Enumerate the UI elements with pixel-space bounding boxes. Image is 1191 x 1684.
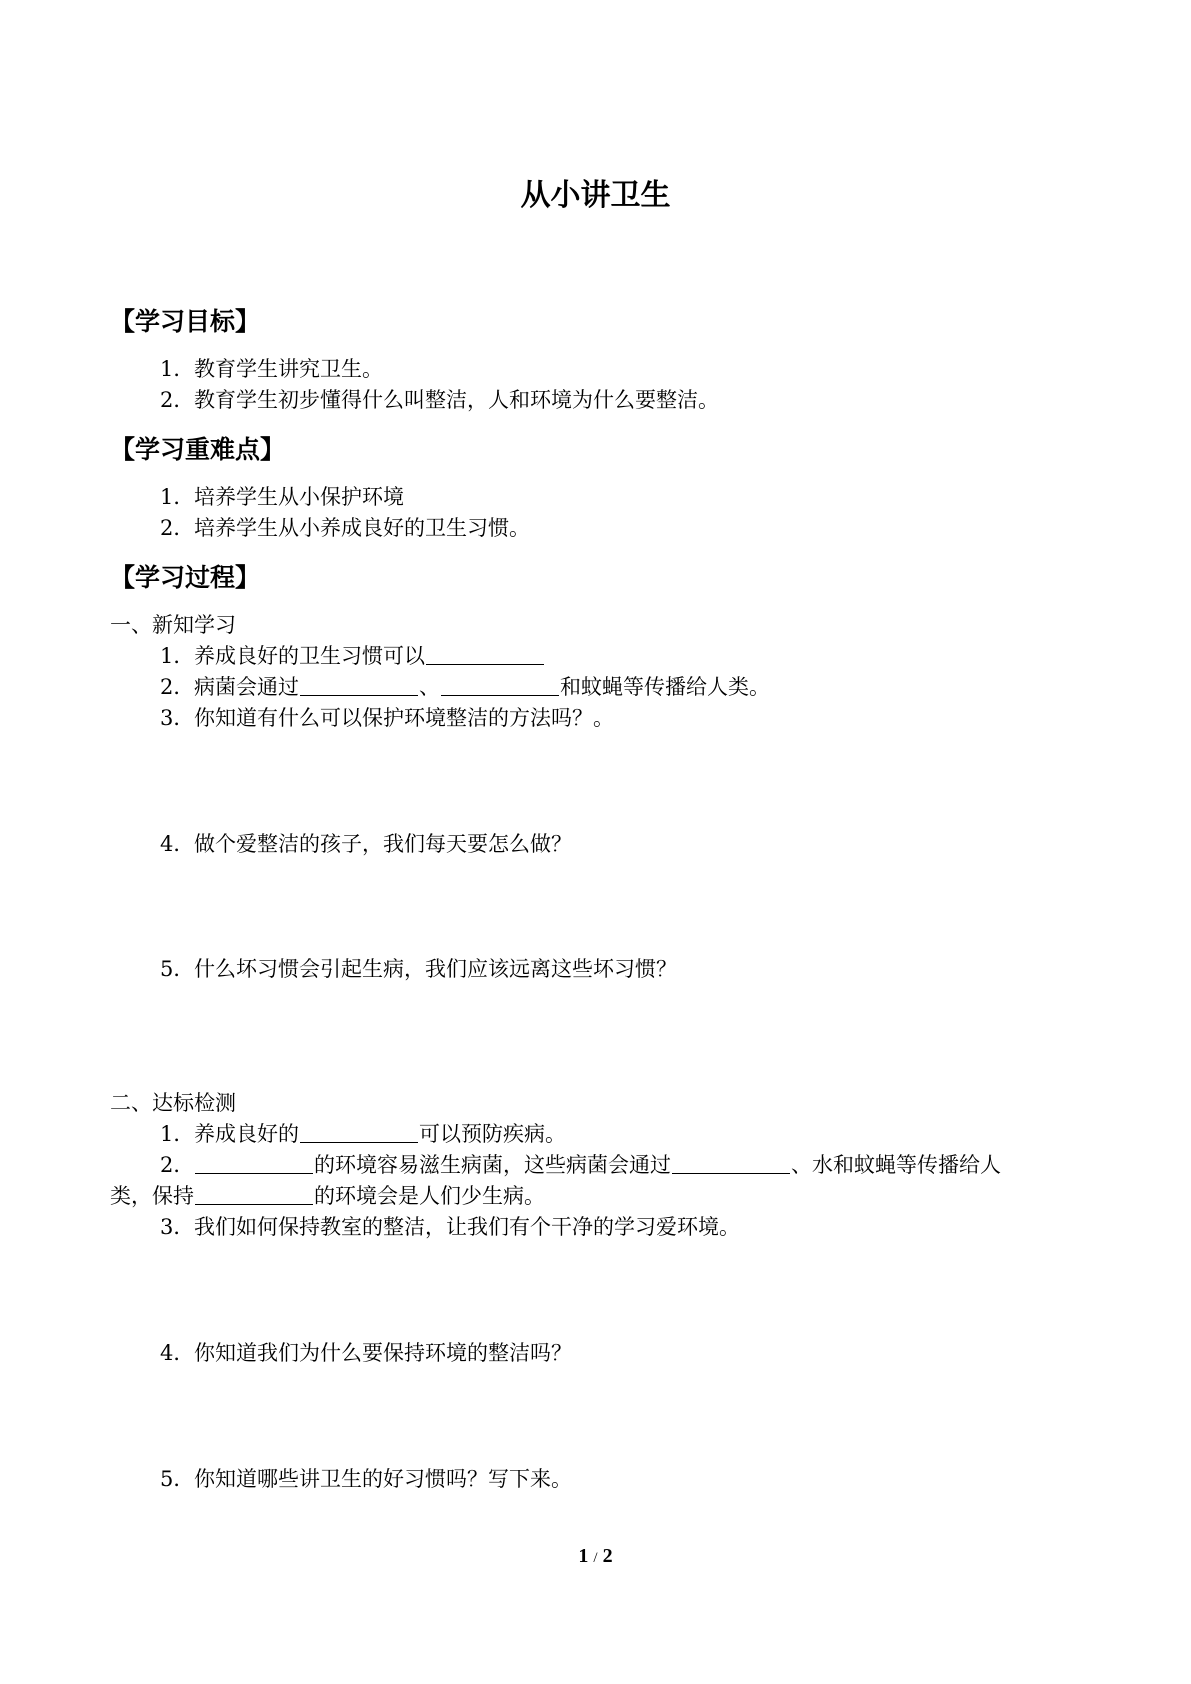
part1-question-5	[160, 953, 677, 983]
question-text: 你知道我们为什么要保持环境的整洁吗？	[194, 1341, 572, 1365]
answer-blank[interactable]	[426, 644, 544, 665]
question-text: 养成良好的	[194, 1122, 299, 1146]
question-number: 5．	[160, 957, 195, 981]
goals-heading: 【学习目标】	[110, 307, 261, 336]
answer-blank[interactable]	[195, 1184, 313, 1205]
question-text: 、	[419, 675, 440, 699]
part1-question-1	[160, 640, 545, 670]
process-heading: 【学习过程】	[110, 563, 261, 592]
goals-item-1	[160, 353, 383, 383]
current-page: 1	[578, 1545, 589, 1567]
part2-question-5	[160, 1463, 572, 1493]
total-pages: 2	[602, 1545, 613, 1567]
answer-blank[interactable]	[300, 1122, 418, 1143]
question-text: 、水和蚊蝇等传播给人	[791, 1153, 1001, 1177]
part2-question-1	[160, 1118, 566, 1148]
item-number: 1．	[160, 485, 195, 509]
item-number: 2．	[160, 388, 195, 412]
item-number: 2．	[160, 516, 195, 540]
question-number: 1．	[160, 644, 195, 668]
item-text: 培养学生从小保护环境	[194, 485, 404, 509]
question-text: 的环境容易滋生病菌，这些病菌会通过	[314, 1153, 671, 1177]
part2-question-3	[160, 1211, 740, 1241]
question-number: 4．	[160, 1341, 195, 1365]
part2-question-2	[160, 1149, 1001, 1179]
question-number: 5．	[160, 1467, 195, 1491]
part2-question-2-continued	[110, 1180, 545, 1210]
part1-question-4	[160, 828, 572, 858]
answer-blank[interactable]	[300, 675, 418, 696]
question-text: 什么坏习惯会引起生病，我们应该远离这些坏习惯？	[194, 957, 677, 981]
question-text: 我们如何保持教室的整洁，让我们有个干净的学习爱环境。	[194, 1215, 740, 1239]
goals-item-2	[160, 384, 719, 414]
question-number: 1．	[160, 1122, 195, 1146]
answer-blank[interactable]	[441, 675, 559, 696]
question-text: 你知道有什么可以保护环境整洁的方法吗？。	[194, 706, 614, 730]
answer-blank[interactable]	[195, 1153, 313, 1174]
item-text: 教育学生讲究卫生。	[194, 357, 383, 381]
key-points-item-2	[160, 512, 530, 542]
item-text: 教育学生初步懂得什么叫整洁，人和环境为什么要整洁。	[194, 388, 719, 412]
answer-blank[interactable]	[672, 1153, 790, 1174]
question-text: 你知道哪些讲卫生的好习惯吗？写下来。	[194, 1467, 572, 1491]
part1-label: 一、新知学习	[110, 613, 236, 637]
part1-question-3	[160, 702, 614, 732]
question-number: 3．	[160, 706, 195, 730]
question-text: 类，保持	[110, 1184, 194, 1208]
document-title: 从小讲卫生	[520, 178, 671, 213]
page-separator: /	[593, 1550, 598, 1566]
question-text: 可以预防疾病。	[419, 1122, 566, 1146]
part1-question-2	[160, 671, 770, 701]
question-text: 和蚊蝇等传播给人类。	[560, 675, 770, 699]
question-text: 病菌会通过	[194, 675, 299, 699]
question-text: 做个爱整洁的孩子，我们每天要怎么做？	[194, 832, 572, 856]
question-number: 2．	[160, 1153, 195, 1177]
question-number: 3．	[160, 1215, 195, 1239]
part2-label: 二、达标检测	[110, 1091, 236, 1115]
question-number: 4．	[160, 832, 195, 856]
item-number: 1．	[160, 357, 195, 381]
key-points-item-1	[160, 481, 404, 511]
question-number: 2．	[160, 675, 195, 699]
question-text: 的环境会是人们少生病。	[314, 1184, 545, 1208]
page-number	[0, 1545, 1191, 1568]
item-text: 培养学生从小养成良好的卫生习惯。	[194, 516, 530, 540]
part2-question-4	[160, 1337, 572, 1367]
question-text: 养成良好的卫生习惯可以	[194, 644, 425, 668]
key-points-heading: 【学习重难点】	[110, 435, 286, 464]
